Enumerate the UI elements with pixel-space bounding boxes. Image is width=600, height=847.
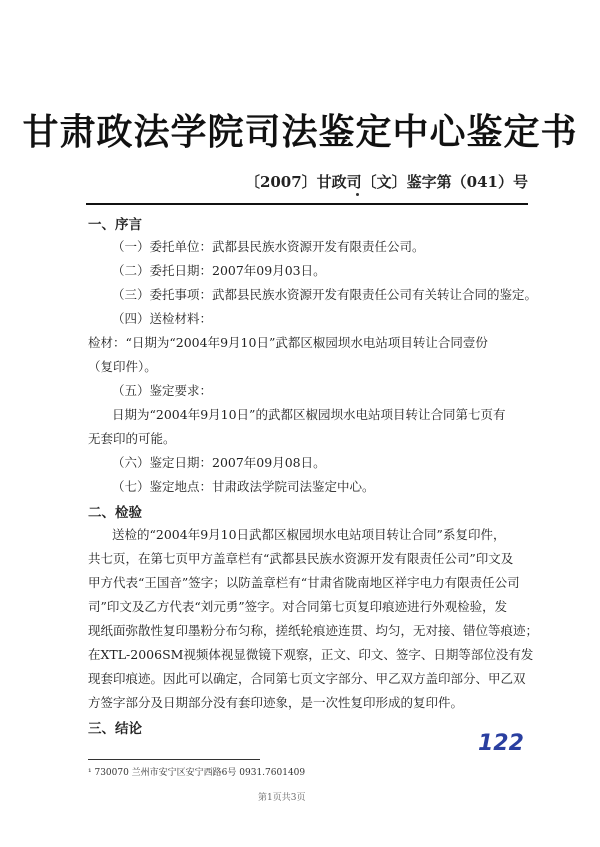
- item-entrust-date: （二）委托日期：2007年09月03日。: [112, 263, 326, 278]
- conclusion-heading: 三、结论: [88, 721, 142, 737]
- exam-line-8: 方签字部分及日期部分没有套印迹象，是一次性复印形成的复印件。: [88, 695, 464, 710]
- header-rule: [86, 203, 528, 205]
- ink-dot: [356, 193, 359, 196]
- document-number: 〔2007〕甘政司〔文〕鉴字第（041）号: [244, 173, 528, 191]
- item-entrust-matter: （三）委托事项：武都县民族水资源开发有限责任公司有关转让合同的鉴定。: [112, 287, 538, 302]
- requirement-line-1: 日期为“2004年9月10日”的武都区椒园坝水电站项目转让合同第七页有: [112, 407, 506, 422]
- exam-line-5: 现纸面弥散性复印墨粉分布匀称，搓纸轮痕迹连贯、均匀，无对接、错位等痕迹；: [88, 623, 539, 638]
- requirement-line-2: 无套印的可能。: [88, 431, 176, 446]
- item-appraisal-place: （七）鉴定地点：甘肃政法学院司法鉴定中心。: [112, 479, 375, 494]
- exam-line-7: 现套印痕迹。因此可以确定，合同第七页文字部分、甲乙双方盖印部分、甲乙双: [88, 671, 526, 686]
- item-appraisal-date: （六）鉴定日期：2007年09月08日。: [112, 455, 326, 470]
- document-title: 甘肃政法学院司法鉴定中心鉴定书: [22, 111, 578, 153]
- item-requirement: （五）鉴定要求：: [112, 383, 213, 398]
- preface-heading: 一、序言: [88, 217, 142, 233]
- exam-line-3: 甲方代表“王国音”签字；以防盖章栏有“甘肃省陇南地区祥宇电力有限责任公司: [88, 575, 520, 590]
- exam-line-2: 共七页，在第七页甲方盖章栏有“武都县民族水资源开发有限责任公司”印文及: [88, 551, 514, 566]
- examination-heading: 二、检验: [88, 505, 142, 521]
- item-entrusting-unit: （一）委托单位：武都县民族水资源开发有限责任公司。: [112, 239, 425, 254]
- page-number: 第1页共3页: [258, 793, 306, 803]
- exam-line-6: 在XTL-2006SM视频体视显微镜下观察，正文、印文、签字、日期等部位没有发: [88, 647, 534, 662]
- handwritten-page-number: 122: [478, 731, 524, 756]
- materials-line-1: 检材：“日期为“2004年9月10日”武都区椒园坝水电站项目转让合同壹份: [88, 335, 488, 350]
- exam-line-1: 送检的“2004年9月10日武都区椒园坝水电站项目转让合同”系复印件，: [112, 527, 506, 542]
- footnote-rule: [88, 759, 260, 760]
- footnote-address: ¹ 730070 兰州市安宁区安宁西路6号 0931.7601409: [88, 768, 306, 778]
- materials-line-2: （复印件）。: [88, 359, 157, 374]
- exam-line-4: 司”印文及乙方代表“刘元勇”签字。对合同第七页复印痕迹进行外观检验，发: [88, 599, 508, 614]
- item-materials: （四）送检材料：: [112, 311, 213, 326]
